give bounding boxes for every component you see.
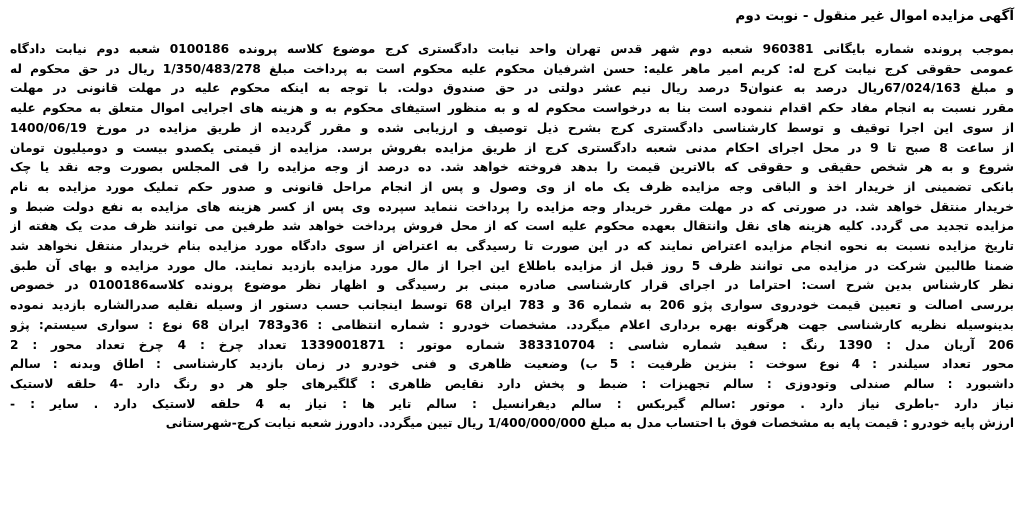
notice-body <box>10 40 1014 434</box>
notice-line: داشبورد : سالم صندلی وتودوزی : سالم تجهیزات : ضبط و پخش دارد نقایص ظاهری : گلگیرهای جلو هر دو رنگ دارد -4 حلقه لاستیک <box>10 376 1014 391</box>
notice-line: 206 آریان مدل : 1390 رنگ : سفید شماره شاسی : 383310704 شماره موتور : 1339001871 تعداد چرخ : 4 چرخ تعداد محور : 2 <box>10 337 1014 352</box>
notice-line: خریدار منتقل خواهد شد. در صورتی که در مهلت مقرر خریدار وجه مزایده را پرداخت ننماید سپرده وی پس از کسر هزینه های مزایده به نفع دولت ضبط و <box>10 199 1014 214</box>
notice-line: بررسی اصالت و تعیین قیمت خودروی سواری پژو 206 به شماره 36 و 783 ایران 68 توسط اینجانب حسب دستور از وسیله نقلیه صدرالشاره بازدید نموده <box>10 298 1014 313</box>
notice-line: از ساعت 8 صبح تا 9 در محل اجرای احکام مدنی شعبه دادگستری کرج از طریق مزایده بفروش برسد. مزایده از قیمتی یکصدو بیست و دومیلیون تومان <box>10 140 1014 155</box>
notice-line: ارزش پایه خودرو : قیمت پایه به مشخصات فوق با احتساب مدل به مبلغ 1/400/000/000 ریال تیین میگردد. دادورز شعبه نیابت کرج-شهرستانی <box>165 416 1014 431</box>
notice-line: مقرر نسبت به انجام مفاد حکم اقدام ننموده است بنا به درخواست محکوم له و به منظور استیفای محکوم به و هزینه های اجرایی اموال متعلق به محکوم علیه <box>10 101 1014 116</box>
notice-line: نظر کارشناس بدین شرح است: احتراما در اجرای قرار کارشناسی صادره مبنی بر رسیدگی و اظهار نظر موضوع پرونده کلاسه0100186 در خصوص <box>10 278 1014 293</box>
notice-line: شروع و به هر شخص حقیقی و حقوقی که بالاترین قیمت را بدهد فروخته خواهد شد. ده درصد از وجه مزایده را فی المجلس بصورت وجه نقد یا چک <box>10 160 1014 175</box>
notice-line: بانکی تضمینی از خریدار اخذ و الباقی وجه مزایده ظرف یک ماه از وی وصول و پس از انجام مراحل قانونی و صدور حکم تملیک مورد مزایده به نام <box>10 179 1014 194</box>
notice-line: از سوی این اجرا توقیف و توسط کارشناسی دادگستری کرج بشرح ذیل توصیف و ارزیابی شده و مقرر گردیده از طریق مزایده در مورخ 1400/06/19 <box>10 120 1014 135</box>
notice-line: تاریخ مزایده نسبت به نحوه انجام مزایده اعتراض نمایند که در این صورت تا رسیدگی به اعتراض از سوی دادگاه مورد مزایده بنام خریدار منتقل نخواهد شد <box>10 239 1014 254</box>
notice-line: مزایده تجدید می گردد. کلیه هزینه های نقل وانتقال بعهده محکوم علیه است که از محل فروش پرداخت خواهد شد طرفین می توانند ظرف مدت یک هفته از <box>10 219 1014 234</box>
notice-line: محور تعداد سیلندر : 4 نوع سوخت : بنزین ظرفیت : 5 ب) وضعیت ظاهری و فنی خودرو در زمان بازدید کارشناسی : اطاق وبدنه : سالم <box>10 357 1014 372</box>
notice-line: بدینوسیله نظریه کارشناسی جهت هرگونه بهره برداری اعلام میگردد. مشخصات خودرو : شماره انتظامی : 36و783 ایران 68 نوع : سواری سیستم: پژو <box>10 317 1014 332</box>
notice-title: آگهی مزایده اموال غیر منقول - نوبت دوم <box>735 8 1014 24</box>
notice-line: ضمنا طالبین شرکت در مزایده می توانند ظرف 5 روز قبل از مزایده باطلاع این اجرا از مال مورد مزایده بازدید نمایند. مال مورد مزایده و بهای آن طبق <box>10 258 1014 273</box>
notice-line: و مبلغ 67/024/163ریال درصد به عنوان5 درصد ریال نیم عشر دولتی در حق صندوق دولت. با توجه به اینکه محکوم علیه در مهلت قانونی در مهلت <box>10 81 1014 96</box>
notice-line: نیاز دارد -باطری نیاز دارد . موتور :سالم گیربکس : سالم دیفرانسیل : سالم تایر ها : نیاز به 4 حلقه لاستیک دارد . سایر : - <box>10 396 1014 411</box>
notice-line: عمومی حقوقی کرج نیابت کرج له: کریم امیر ماهر علیه: حسن اشرفیان محکوم علیه محکوم است به پرداخت مبلغ 1/350/483/278 ریال در حق محکوم له <box>10 61 1014 76</box>
notice-line: بموجب پرونده شماره بایگانی 960381 شعبه دوم شهر قدس تهران واحد نیابت دادگستری کرج موضوع کلاسه پرونده 0100186 شعبه دوم نیابت دادگاه <box>10 42 1014 56</box>
